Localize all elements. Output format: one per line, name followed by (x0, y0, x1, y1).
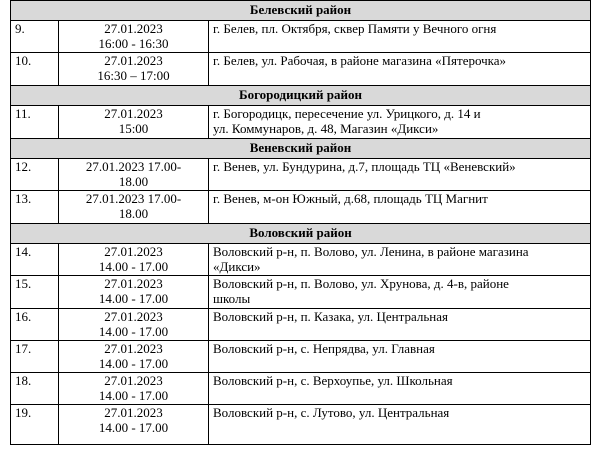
table-row (11, 53, 591, 86)
date-time-line: 27.01.2023 (104, 244, 163, 259)
date-time-line: 27.01.2023 (104, 21, 163, 36)
date-time-line: 27.01.2023 (104, 405, 163, 420)
district-title: Веневский район (11, 139, 591, 159)
table-row (11, 276, 591, 309)
address-cell (209, 191, 591, 224)
row-number: 12. (11, 159, 59, 191)
date-time-line: 27.01.2023 (104, 53, 163, 68)
address-line: Воловский р-н, с. Лутово, ул. Центральная (213, 405, 450, 420)
table-row (11, 309, 591, 341)
address-line: Воловский р-н, п. Волово, ул. Хрунова, д. 4-в, районе (213, 276, 509, 291)
date-time-line: 14.00 - 17.00 (98, 324, 169, 339)
address-line: Воловский р-н, с. Верхоупье, ул. Школьная (213, 373, 453, 388)
date-time-line: 27.01.2023 (104, 341, 163, 356)
date-time-cell (59, 191, 209, 224)
address-line: г. Венев, м-он Южный, д.68, площадь ТЦ Магнит (213, 191, 488, 206)
address-line: ул. Коммунаров, д. 48, Магазин «Дикси» (213, 121, 439, 136)
date-time-cell (59, 373, 209, 405)
district-header (11, 1, 591, 21)
date-time-line: 27.01.2023 17.00- (85, 159, 182, 174)
address-line: Воловский р-н, с. Непрядва, ул. Главная (213, 341, 435, 356)
address-cell (209, 276, 591, 309)
address-line: Воловский р-н, п. Волово, ул. Ленина, в районе магазина (213, 244, 529, 259)
date-time-line: 27.01.2023 (104, 309, 163, 324)
schedule-table (10, 0, 591, 445)
row-number: 10. (11, 53, 59, 86)
date-time-cell (59, 21, 209, 53)
address-cell (209, 373, 591, 405)
date-time-cell (59, 159, 209, 191)
table-row (11, 373, 591, 405)
address-line: Воловский р-н, п. Казака, ул. Центральная (213, 309, 448, 324)
address-cell (209, 106, 591, 139)
table-row (11, 21, 591, 53)
row-number: 9. (11, 21, 59, 53)
row-number: 15. (11, 276, 59, 309)
date-time-line: 27.01.2023 (104, 373, 163, 388)
address-cell (209, 405, 591, 445)
district-header (11, 86, 591, 106)
schedule-document (10, 0, 590, 445)
row-number: 14. (11, 244, 59, 276)
date-time-cell (59, 341, 209, 373)
district-title: Богородицкий район (11, 86, 591, 106)
row-number: 18. (11, 373, 59, 405)
date-time-line: 18.00 (118, 206, 149, 221)
district-header (11, 139, 591, 159)
date-time-line: 14.00 - 17.00 (98, 291, 169, 306)
table-row (11, 191, 591, 224)
address-cell (209, 244, 591, 276)
address-line: г. Венев, ул. Бундурина, д.7, площадь ТЦ «Веневский» (213, 159, 516, 174)
table-row (11, 106, 591, 139)
address-cell (209, 53, 591, 86)
row-number: 11. (11, 106, 59, 139)
date-time-cell (59, 405, 209, 445)
date-time-line: 14.00 - 17.00 (98, 259, 169, 274)
date-time-cell (59, 309, 209, 341)
date-time-line: 14.00 - 17.00 (98, 356, 169, 371)
address-cell (209, 159, 591, 191)
date-time-cell (59, 106, 209, 139)
address-line: «Дикси» (213, 259, 261, 274)
row-number: 19. (11, 405, 59, 445)
address-line: г. Белев, ул. Рабочая, в районе магазина «Пятерочка» (213, 53, 507, 68)
date-time-cell (59, 53, 209, 86)
table-row (11, 159, 591, 191)
address-line: г. Богородицк, пересечение ул. Урицкого, д. 14 и (213, 106, 481, 121)
row-number: 17. (11, 341, 59, 373)
table-row (11, 341, 591, 373)
district-title: Воловский район (11, 224, 591, 244)
date-time-line: 27.01.2023 (104, 276, 163, 291)
date-time-line: 14.00 - 17.00 (98, 388, 169, 403)
date-time-line: 18.00 (118, 174, 149, 189)
date-time-cell (59, 276, 209, 309)
district-title: Белевский район (11, 1, 591, 21)
row-number: 13. (11, 191, 59, 224)
district-header (11, 224, 591, 244)
address-cell (209, 341, 591, 373)
date-time-line: 27.01.2023 (104, 106, 163, 121)
address-line: г. Белев, пл. Октября, сквер Памяти у Вечного огня (213, 21, 497, 36)
address-cell (209, 309, 591, 341)
schedule-table-body (11, 1, 591, 445)
address-cell (209, 21, 591, 53)
address-line: школы (213, 291, 251, 306)
date-time-line: 14.00 - 17.00 (98, 420, 169, 435)
row-number: 16. (11, 309, 59, 341)
date-time-line: 15:00 (118, 121, 149, 136)
date-time-line: 16:00 - 16:30 (98, 36, 169, 51)
table-row (11, 244, 591, 276)
date-time-line: 27.01.2023 17.00- (85, 191, 182, 206)
date-time-cell (59, 244, 209, 276)
table-row (11, 405, 591, 445)
date-time-line: 16:30 – 17:00 (97, 68, 170, 83)
